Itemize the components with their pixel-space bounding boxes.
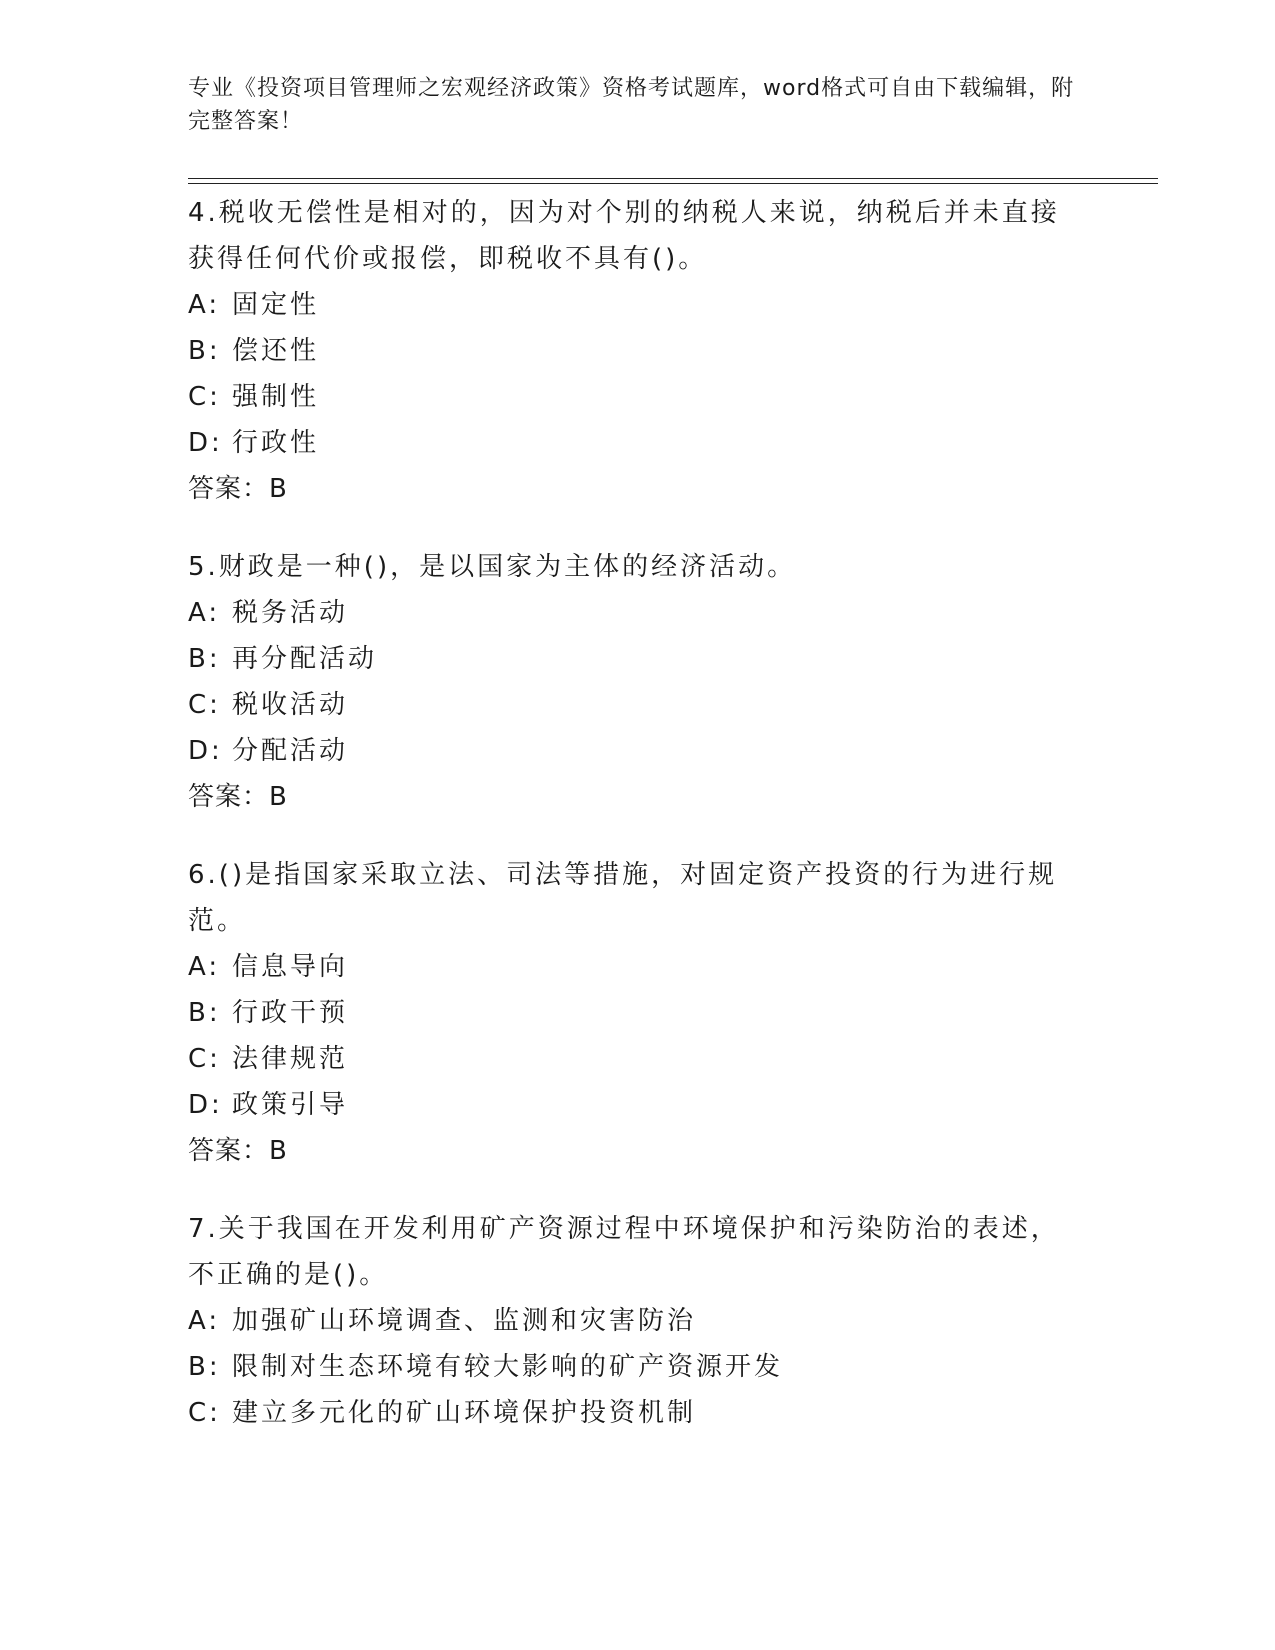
option-b: [188, 636, 1068, 682]
option-text: 分配活动: [232, 736, 349, 766]
option-key: B:: [188, 644, 221, 674]
option-key: C:: [188, 690, 221, 720]
option-c: [188, 1390, 1068, 1436]
option-c: [188, 374, 1068, 420]
option-text: 税收活动: [232, 690, 349, 720]
option-a: [188, 590, 1068, 636]
option-text: 限制对生态环境有较大影响的矿产资源开发: [232, 1352, 784, 1382]
option-b: [188, 990, 1068, 1036]
header-divider-bottom: [188, 183, 1158, 184]
answer-line: 答案：B: [188, 1136, 288, 1166]
question-stem: 5.财政是一种()，是以国家为主体的经济活动。: [188, 552, 797, 582]
option-key: D:: [188, 736, 223, 766]
option-a: [188, 1298, 1068, 1344]
option-key: D:: [188, 428, 223, 458]
answer-line: 答案：B: [188, 782, 288, 812]
option-c: [188, 682, 1068, 728]
option-key: A:: [188, 952, 221, 982]
question-stem: 7.关于我国在开发利用矿产资源过程中环境保护和污染防治的表述，不正确的是()。: [188, 1214, 1060, 1290]
option-key: B:: [188, 998, 221, 1028]
question-5: [188, 544, 1068, 820]
option-key: D:: [188, 1090, 223, 1120]
option-key: A:: [188, 290, 221, 320]
option-text: 政策引导: [232, 1090, 349, 1120]
option-key: A:: [188, 1306, 221, 1336]
answer-line: 答案：B: [188, 474, 288, 504]
option-key: A:: [188, 598, 221, 628]
option-text: 再分配活动: [232, 644, 378, 674]
option-text: 行政干预: [232, 998, 349, 1028]
question-stem: 6.()是指国家采取立法、司法等措施，对固定资产投资的行为进行规范。: [188, 860, 1058, 936]
option-a: [188, 282, 1068, 328]
option-d: [188, 728, 1068, 774]
option-b: [188, 1344, 1068, 1390]
question-stem: 4.税收无偿性是相对的，因为对个别的纳税人来说，纳税后并未直接获得任何代价或报偿，即税收不具有()。: [188, 198, 1060, 274]
option-text: 加强矿山环境调查、监测和灾害防治: [232, 1306, 697, 1336]
header-divider-top: [188, 178, 1158, 179]
option-key: B:: [188, 336, 221, 366]
option-text: 信息导向: [232, 952, 349, 982]
option-d: [188, 1082, 1068, 1128]
option-key: C:: [188, 1398, 221, 1428]
option-text: 行政性: [232, 428, 320, 458]
option-text: 法律规范: [232, 1044, 349, 1074]
option-text: 强制性: [232, 382, 320, 412]
option-text: 税务活动: [232, 598, 349, 628]
option-key: C:: [188, 382, 221, 412]
question-7: [188, 1206, 1068, 1436]
option-key: C:: [188, 1044, 221, 1074]
question-list: [188, 190, 1068, 1468]
option-d: [188, 420, 1068, 466]
question-4: [188, 190, 1068, 512]
document-header: 专业《投资项目管理师之宏观经济政策》资格考试题库，word格式可自由下载编辑，附完整答案！: [188, 76, 1075, 134]
option-text: 建立多元化的矿山环境保护投资机制: [232, 1398, 697, 1428]
option-key: B:: [188, 1352, 221, 1382]
option-c: [188, 1036, 1068, 1082]
option-text: 固定性: [232, 290, 320, 320]
question-6: [188, 852, 1068, 1174]
option-text: 偿还性: [232, 336, 320, 366]
option-b: [188, 328, 1068, 374]
option-a: [188, 944, 1068, 990]
